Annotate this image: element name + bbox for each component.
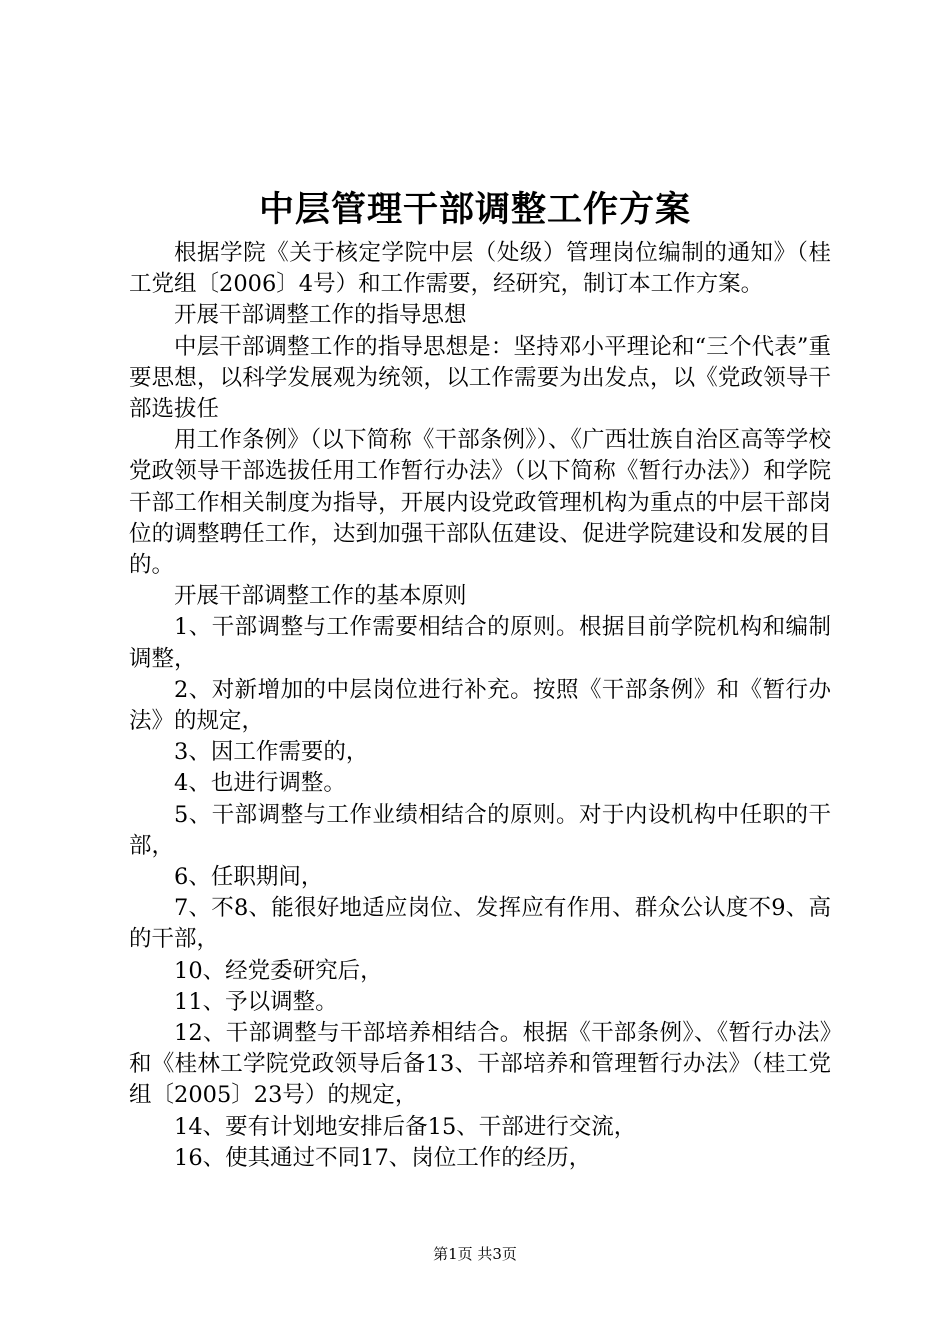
list-item: 5、干部调整与工作业绩相结合的原则。对于内设机构中任职的干部， <box>129 801 831 859</box>
page-footer: 第1页 共3页 <box>433 1245 517 1263</box>
list-item: 14、要有计划地安排后备15、干部进行交流， <box>174 1113 637 1140</box>
paragraph: 中层干部调整工作的指导思想是：坚持邓小平理论和“三个代表”重要思想，以科学发展观为统领，以工作需要为出发点，以《党政领导干部选拔任 <box>129 333 831 423</box>
paragraph: 根据学院《关于核定学院中层（处级）管理岗位编制的通知》（桂工党组〔2006〕4号）和工作需要，经研究，制订本工作方案。 <box>129 240 831 298</box>
list-item: 11、予以调整。 <box>174 988 338 1015</box>
list-item: 16、使其通过不同17、岗位工作的经历， <box>174 1144 592 1171</box>
paragraph: 用工作条例》（以下简称《干部条例》）、《广西壮族自治区高等学校党政领导干部选拔任用工作暂行办法》（以下简称《暂行办法》）和学院干部工作相关制度为指导，开展内设党政管理机构为重点的中层干部岗位的调整聘任工作，达到加强干部队伍建设、促进学院建设和发展的目的。 <box>129 427 831 579</box>
list-item: 4、也进行调整。 <box>174 770 346 797</box>
section-heading: 开展干部调整工作的基本原则 <box>174 583 467 610</box>
list-item: 2、对新增加的中层岗位进行补充。按照《干部条例》和《暂行办法》的规定， <box>129 676 831 735</box>
document-body <box>129 238 831 1174</box>
document-title: 中层管理干部调整工作方案 <box>258 189 691 230</box>
list-item: 3、因工作需要的， <box>174 739 369 766</box>
list-item: 6、任职期间， <box>174 864 324 891</box>
section-heading: 开展干部调整工作的指导思想 <box>174 302 467 329</box>
list-item: 10、经党委研究后， <box>174 957 383 984</box>
list-item: 12、干部调整与干部培养相结合。根据《干部条例》、《暂行办法》和《桂林工学院党政领导后备13、干部培养和管理暂行办法》（桂工党组〔2005〕23号）的规定， <box>129 1020 831 1109</box>
list-item: 1、干部调整与工作需要相结合的原则。根据目前学院机构和编制调整， <box>129 614 831 672</box>
list-item: 7、不8、能很好地适应岗位、发挥应有作用、群众公认度不9、高的干部， <box>129 895 831 953</box>
